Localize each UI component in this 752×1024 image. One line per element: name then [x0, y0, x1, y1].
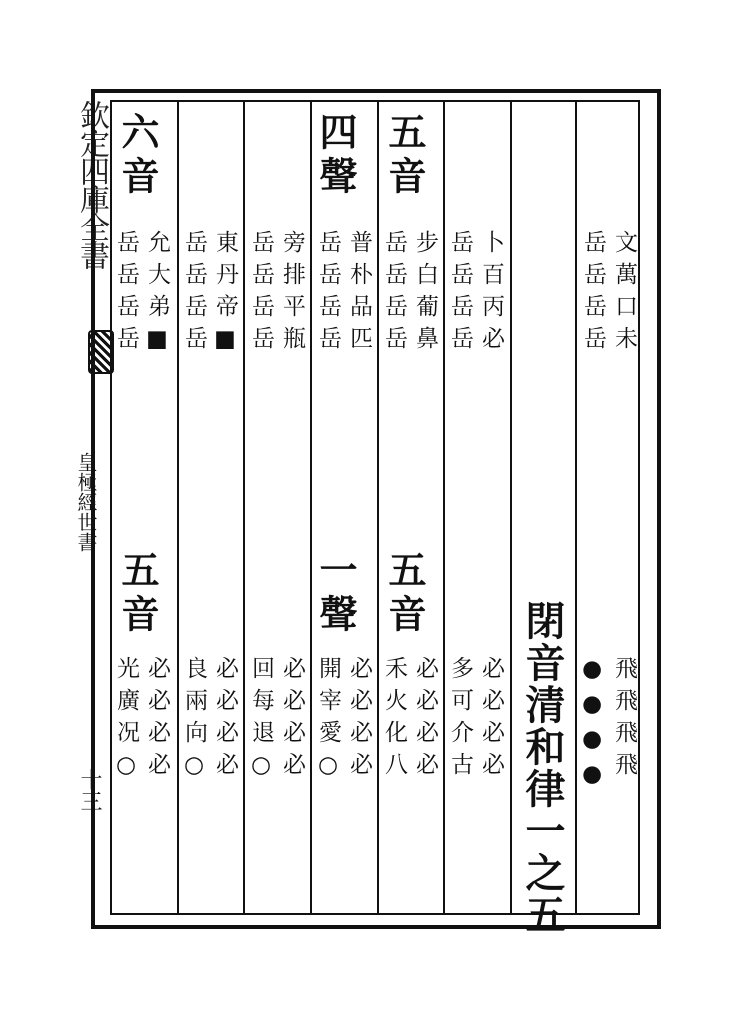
bottom-col6-row2: 多可介古: [447, 656, 473, 784]
bottom-col2-row1: 必必必必: [212, 656, 238, 784]
column-rule: [377, 100, 379, 915]
top-col1-row1: 允大弟■: [144, 230, 170, 361]
bottom-col4-row2: 開宰愛○: [315, 656, 341, 787]
top-col6-row1: 卜百丙必: [478, 230, 504, 358]
bottom-col1-row2: 光廣况○: [113, 656, 139, 787]
top-col3-row2: 岳岳岳岳: [248, 230, 274, 358]
bottom-col1-row1: 必必必必: [144, 656, 170, 784]
bottom-col2-row2: 良兩向○: [181, 656, 207, 787]
heading-wu-yin-bottom: 五音: [115, 550, 160, 638]
page-title: 閉音清和律一之五: [519, 600, 566, 936]
heading-yi-sheng: 一聲: [313, 550, 358, 638]
column-rule: [575, 100, 577, 915]
top-col2-row1: 東丹帝■: [212, 230, 238, 361]
bottom-col5-row1: 必必必必: [412, 656, 438, 784]
column-rule: [310, 100, 312, 915]
bottom-col5-row2: 禾火化八: [381, 656, 407, 784]
top-col5-row1: 步白葡鼻: [412, 230, 438, 358]
bottom-col8-row1: 飛飛飛飛: [611, 656, 637, 784]
top-col2-row2: 岳岳岳岳: [181, 230, 207, 358]
heading-wu-yin-bottom-2: 五音: [382, 550, 427, 638]
margin-book-title: 皇極經世書: [74, 452, 98, 552]
margin-title: 欽定四庫全書: [74, 100, 109, 268]
heading-si-sheng: 四聲: [313, 112, 358, 200]
heading-wu-yin: 五音: [382, 112, 427, 200]
column-rule: [177, 100, 179, 915]
bottom-col4-row1: 必必必必: [346, 656, 372, 784]
margin-page-number: 十三: [77, 768, 102, 812]
top-col1-row2: 岳岳岳岳: [113, 230, 139, 358]
bottom-col3-row1: 必必必必: [279, 656, 305, 784]
bottom-col6-row1: 必必必必: [478, 656, 504, 784]
heading-liu-yin: 六音: [115, 112, 160, 200]
top-col8-row2: 岳岳岳岳: [580, 230, 606, 358]
top-col4-row2: 岳岳岳岳: [315, 230, 341, 358]
top-col8-row1: 文萬口未: [611, 230, 637, 358]
top-col5-row2: 岳岳岳岳: [381, 230, 407, 358]
top-col3-row1: 旁排平瓶: [279, 230, 305, 358]
bottom-col8-row2: ●●●●: [579, 656, 605, 796]
top-col4-row1: 普朴品匹: [346, 230, 372, 358]
bottom-col3-row2: 回每退○: [248, 656, 274, 787]
column-rule: [443, 100, 445, 915]
column-rule: [510, 100, 512, 915]
column-rule: [243, 100, 245, 915]
top-col6-row2: 岳岳岳岳: [447, 230, 473, 358]
